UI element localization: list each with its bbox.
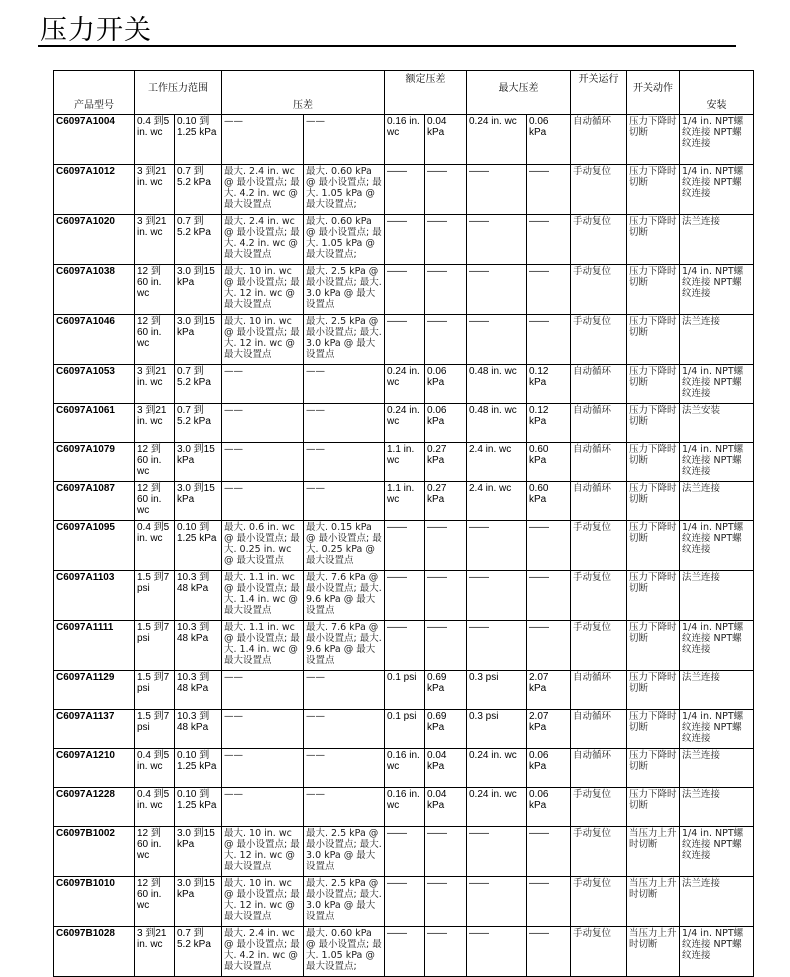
cell-range-inwc: 12 到60 in. wc [135,482,175,521]
cell-rated-diff-inwc: —— [385,165,425,215]
cell-range-inwc: 12 到60 in. wc [135,265,175,315]
cell-switch-operation: 自动循环 [571,365,627,404]
cell-rated-diff-kpa: —— [425,621,467,671]
cell-rated-diff-kpa: 0.06 kPa [425,365,467,404]
cell-diff-kpa: 最大. 2.5 kPa @ 最小设置点; 最大. 3.0 kPa @ 最大设置点 [304,315,385,365]
cell-diff-kpa: —— [304,365,385,404]
cell-switch-action: 压力下降时切断 [627,115,680,165]
cell-mounting: 1/4 in. NPT螺纹连接 NPT螺纹连接 [680,443,754,482]
cell-max-diff-inwc: 0.24 in. wc [467,749,527,788]
cell-mounting: 1/4 in. NPT螺纹连接 NPT螺纹连接 [680,265,754,315]
cell-diff-inwc: 最大. 10 in. wc @ 最小设置点; 最大. 12 in. wc @ 最大设置点 [222,827,304,877]
cell-mounting: 法兰连接 [680,749,754,788]
cell-diff-kpa: 最大. 2.5 kPa @ 最小设置点; 最大. 3.0 kPa @ 最大设置点 [304,877,385,927]
cell-model: C6097A1111 [54,621,135,671]
cell-rated-diff-kpa: 0.27 kPa [425,443,467,482]
cell-range-inwc: 0.4 到5 in. wc [135,521,175,571]
cell-diff-kpa: 最大. 2.5 kPa @ 最小设置点; 最大. 3.0 kPa @ 最大设置点 [304,827,385,877]
cell-switch-action: 压力下降时切断 [627,710,680,749]
cell-range-kpa: 0.7 到 5.2 kPa [175,215,222,265]
cell-diff-kpa: 最大. 0.60 kPa @ 最小设置点; 最大. 1.05 kPa @ 最大设置点; [304,165,385,215]
cell-rated-diff-inwc: 0.16 in. wc [385,749,425,788]
cell-diff-inwc: 最大. 2.4 in. wc @ 最小设置点; 最大. 4.2 in. wc @ 最大设置点 [222,927,304,977]
cell-model: C6097B1010 [54,877,135,927]
cell-range-kpa: 3.0 到15 kPa [175,827,222,877]
cell-model: C6097A1103 [54,571,135,621]
cell-rated-diff-kpa: 0.04 kPa [425,749,467,788]
cell-switch-operation: 手动复位 [571,571,627,621]
cell-max-diff-inwc: 0.3 psi [467,671,527,710]
header-working-range: 工作压力范围 [135,71,222,115]
cell-model: C6097A1012 [54,165,135,215]
cell-switch-action: 压力下降时切断 [627,443,680,482]
cell-rated-diff-kpa: —— [425,165,467,215]
cell-model: C6097A1020 [54,215,135,265]
cell-diff-kpa: —— [304,671,385,710]
cell-switch-action: 压力下降时切断 [627,265,680,315]
cell-rated-diff-inwc: —— [385,621,425,671]
cell-rated-diff-inwc: —— [385,877,425,927]
cell-diff-inwc: 最大. 2.4 in. wc @ 最小设置点; 最大. 4.2 in. wc @ 最大设置点 [222,165,304,215]
cell-rated-diff-kpa: —— [425,215,467,265]
cell-rated-diff-inwc: —— [385,215,425,265]
cell-max-diff-inwc: —— [467,315,527,365]
cell-diff-inwc: —— [222,365,304,404]
cell-switch-operation: 自动循环 [571,671,627,710]
cell-range-kpa: 0.7 到 5.2 kPa [175,927,222,977]
cell-switch-action: 压力下降时切断 [627,482,680,521]
cell-switch-operation: 手动复位 [571,265,627,315]
cell-rated-diff-kpa: —— [425,571,467,621]
table-row [54,827,754,877]
cell-range-kpa: 0.7 到 5.2 kPa [175,365,222,404]
cell-range-kpa: 10.3 到 48 kPa [175,571,222,621]
cell-max-diff-kpa: 0.12 kPa [527,365,571,404]
cell-range-kpa: 0.10 到 1.25 kPa [175,788,222,827]
cell-max-diff-kpa: —— [527,877,571,927]
title-rule [38,45,736,47]
cell-switch-action: 压力下降时切断 [627,404,680,443]
table-row [54,621,754,671]
cell-model: C6097A1087 [54,482,135,521]
cell-max-diff-kpa: —— [527,571,571,621]
cell-range-kpa: 3.0 到15 kPa [175,443,222,482]
cell-rated-diff-inwc: —— [385,265,425,315]
cell-switch-operation: 自动循环 [571,115,627,165]
cell-switch-action: 压力下降时切断 [627,365,680,404]
cell-mounting: 法兰连接 [680,788,754,827]
cell-diff-inwc: 最大. 1.1 in. wc @ 最小设置点; 最大. 1.4 in. wc @ 最大设置点 [222,571,304,621]
cell-max-diff-kpa: —— [527,215,571,265]
cell-range-inwc: 3 到21 in. wc [135,365,175,404]
cell-range-kpa: 10.3 到 48 kPa [175,671,222,710]
table-row [54,215,754,265]
cell-rated-diff-inwc: 0.16 in. wc [385,115,425,165]
cell-range-kpa: 3.0 到15 kPa [175,265,222,315]
cell-diff-kpa: —— [304,443,385,482]
cell-mounting: 法兰安装 [680,404,754,443]
cell-diff-inwc: —— [222,443,304,482]
cell-rated-diff-kpa: 0.06 kPa [425,404,467,443]
cell-mounting: 1/4 in. NPT螺纹连接 NPT螺纹连接 [680,827,754,877]
table-row [54,115,754,165]
cell-range-kpa: 0.10 到 1.25 kPa [175,115,222,165]
cell-max-diff-kpa: —— [527,265,571,315]
cell-switch-action: 压力下降时切断 [627,788,680,827]
header-switch-operation: 开关运行 [571,71,627,115]
table-row [54,927,754,977]
cell-switch-operation: 手动复位 [571,521,627,571]
table-row [54,877,754,927]
page-title: 压力开关 [40,15,152,46]
spec-table [53,70,754,977]
cell-max-diff-inwc: 2.4 in. wc [467,443,527,482]
cell-model: C6097A1046 [54,315,135,365]
cell-switch-action: 压力下降时切断 [627,571,680,621]
cell-range-inwc: 0.4 到5 in. wc [135,788,175,827]
cell-range-inwc: 3 到21 in. wc [135,215,175,265]
cell-switch-action: 压力下降时切断 [627,621,680,671]
cell-diff-kpa: 最大. 7.6 kPa @ 最小设置点; 最大. 9.6 kPa @ 最大设置点 [304,621,385,671]
cell-diff-kpa: —— [304,115,385,165]
cell-max-diff-inwc: —— [467,521,527,571]
cell-switch-operation: 自动循环 [571,749,627,788]
table-row [54,710,754,749]
cell-switch-operation: 自动循环 [571,404,627,443]
cell-range-kpa: 3.0 到15 kPa [175,877,222,927]
cell-max-diff-inwc: —— [467,165,527,215]
cell-diff-inwc: —— [222,671,304,710]
cell-switch-operation: 手动复位 [571,315,627,365]
cell-rated-diff-inwc: —— [385,571,425,621]
cell-range-kpa: 10.3 到 48 kPa [175,621,222,671]
cell-range-kpa: 10.3 到 48 kPa [175,710,222,749]
cell-mounting: 法兰连接 [680,671,754,710]
cell-model: C6097A1053 [54,365,135,404]
cell-max-diff-inwc: —— [467,621,527,671]
cell-model: C6097A1129 [54,671,135,710]
cell-max-diff-inwc: 0.48 in. wc [467,365,527,404]
cell-rated-diff-inwc: 0.1 psi [385,671,425,710]
cell-switch-action: 压力下降时切断 [627,671,680,710]
cell-range-inwc: 12 到60 in. wc [135,315,175,365]
cell-model: C6097A1004 [54,115,135,165]
cell-max-diff-inwc: 2.4 in. wc [467,482,527,521]
cell-switch-action: 当压力上升时切断 [627,927,680,977]
cell-diff-kpa: 最大. 2.5 kPa @ 最小设置点; 最大. 3.0 kPa @ 最大设置点 [304,265,385,315]
header-rated-diff: 额定压差 [385,71,467,115]
cell-range-inwc: 3 到21 in. wc [135,165,175,215]
cell-rated-diff-kpa: —— [425,521,467,571]
cell-rated-diff-kpa: 0.04 kPa [425,115,467,165]
cell-mounting: 1/4 in. NPT螺纹连接 NPT螺纹连接 [680,521,754,571]
cell-rated-diff-inwc: 0.24 in. wc [385,365,425,404]
cell-max-diff-inwc: 0.24 in. wc [467,788,527,827]
cell-diff-inwc: 最大. 0.6 in. wc @ 最小设置点; 最大. 0.25 in. wc @ 最大设置点 [222,521,304,571]
cell-rated-diff-kpa: 0.69 kPa [425,710,467,749]
cell-model: C6097A1228 [54,788,135,827]
cell-diff-inwc: 最大. 10 in. wc @ 最小设置点; 最大. 12 in. wc @ 最大设置点 [222,265,304,315]
cell-model: C6097B1028 [54,927,135,977]
table-row [54,443,754,482]
cell-switch-operation: 手动复位 [571,927,627,977]
cell-mounting: 法兰连接 [680,877,754,927]
header-row [54,71,754,115]
table-row [54,365,754,404]
cell-model: C6097B1002 [54,827,135,877]
cell-rated-diff-kpa: 0.69 kPa [425,671,467,710]
cell-max-diff-inwc: —— [467,265,527,315]
cell-rated-diff-inwc: 0.1 psi [385,710,425,749]
cell-max-diff-kpa: 0.60 kPa [527,443,571,482]
header-switch-action: 开关动作 [627,71,680,115]
cell-model: C6097A1137 [54,710,135,749]
cell-range-kpa: 3.0 到15 kPa [175,315,222,365]
cell-rated-diff-inwc: —— [385,315,425,365]
cell-max-diff-kpa: —— [527,827,571,877]
cell-range-inwc: 3 到21 in. wc [135,404,175,443]
cell-switch-action: 当压力上升时切断 [627,827,680,877]
header-max-diff: 最大压差 [467,71,571,115]
cell-mounting: 法兰连接 [680,315,754,365]
cell-rated-diff-inwc: 0.24 in. wc [385,404,425,443]
cell-max-diff-inwc: 0.3 psi [467,710,527,749]
header-model: 产品型号 [54,71,135,115]
cell-diff-kpa: 最大. 0.60 kPa @ 最小设置点; 最大. 1.05 kPa @ 最大设置点; [304,215,385,265]
cell-max-diff-kpa: 2.07 kPa [527,710,571,749]
cell-rated-diff-inwc: —— [385,827,425,877]
cell-max-diff-kpa: 0.06 kPa [527,749,571,788]
cell-mounting: 法兰连接 [680,215,754,265]
cell-diff-kpa: 最大. 7.6 kPa @ 最小设置点; 最大. 9.6 kPa @ 最大设置点 [304,571,385,621]
cell-diff-kpa: —— [304,710,385,749]
cell-max-diff-kpa: —— [527,521,571,571]
cell-range-inwc: 1.5 到7 psi [135,621,175,671]
cell-max-diff-kpa: —— [527,315,571,365]
cell-max-diff-inwc: 0.24 in. wc [467,115,527,165]
cell-switch-operation: 自动循环 [571,482,627,521]
cell-model: C6097A1061 [54,404,135,443]
cell-mounting: 1/4 in. NPT螺纹连接 NPT螺纹连接 [680,710,754,749]
cell-switch-operation: 自动循环 [571,443,627,482]
cell-mounting: 法兰连接 [680,482,754,521]
cell-switch-operation: 手动复位 [571,215,627,265]
cell-rated-diff-inwc: 1.1 in. wc [385,482,425,521]
cell-diff-kpa: 最大. 0.15 kPa @ 最小设置点; 最大. 0.25 kPa @ 最大设置点 [304,521,385,571]
cell-switch-operation: 手动复位 [571,788,627,827]
cell-diff-kpa: —— [304,788,385,827]
cell-range-kpa: 0.7 到 5.2 kPa [175,165,222,215]
cell-model: C6097A1095 [54,521,135,571]
cell-diff-inwc: 最大. 10 in. wc @ 最小设置点; 最大. 12 in. wc @ 最大设置点 [222,877,304,927]
cell-range-inwc: 1.5 到7 psi [135,710,175,749]
cell-diff-inwc: —— [222,115,304,165]
cell-max-diff-kpa: 0.12 kPa [527,404,571,443]
cell-diff-kpa: —— [304,749,385,788]
cell-mounting: 1/4 in. NPT螺纹连接 NPT螺纹连接 [680,165,754,215]
cell-range-kpa: 0.10 到 1.25 kPa [175,521,222,571]
cell-diff-inwc: —— [222,788,304,827]
cell-max-diff-inwc: —— [467,215,527,265]
table-row [54,404,754,443]
cell-max-diff-inwc: —— [467,927,527,977]
header-differential: 压差 [222,71,385,115]
cell-range-inwc: 3 到21 in. wc [135,927,175,977]
cell-switch-action: 压力下降时切断 [627,165,680,215]
cell-switch-operation: 自动循环 [571,710,627,749]
cell-max-diff-inwc: —— [467,571,527,621]
cell-switch-action: 压力下降时切断 [627,749,680,788]
cell-mounting: 1/4 in. NPT螺纹连接 NPT螺纹连接 [680,115,754,165]
table-row [54,315,754,365]
header-mounting: 安装 [680,71,754,115]
cell-range-inwc: 12 到60 in. wc [135,827,175,877]
cell-switch-operation: 手动复位 [571,621,627,671]
cell-range-inwc: 1.5 到7 psi [135,571,175,621]
table-row [54,521,754,571]
cell-rated-diff-kpa: —— [425,265,467,315]
cell-range-inwc: 1.5 到7 psi [135,671,175,710]
cell-range-inwc: 12 到60 in. wc [135,443,175,482]
cell-max-diff-inwc: —— [467,827,527,877]
cell-range-inwc: 12 到60 in. wc [135,877,175,927]
cell-mounting: 1/4 in. NPT螺纹连接 NPT螺纹连接 [680,365,754,404]
table-row [54,265,754,315]
cell-rated-diff-kpa: —— [425,315,467,365]
cell-rated-diff-kpa: 0.04 kPa [425,788,467,827]
cell-diff-inwc: 最大. 10 in. wc @ 最小设置点; 最大. 12 in. wc @ 最大设置点 [222,315,304,365]
cell-max-diff-inwc: 0.48 in. wc [467,404,527,443]
cell-mounting: 法兰连接 [680,571,754,621]
cell-switch-action: 当压力上升时切断 [627,877,680,927]
cell-range-kpa: 0.7 到 5.2 kPa [175,404,222,443]
cell-model: C6097A1079 [54,443,135,482]
cell-switch-operation: 手动复位 [571,877,627,927]
cell-max-diff-kpa: —— [527,621,571,671]
cell-max-diff-kpa: 0.60 kPa [527,482,571,521]
cell-rated-diff-kpa: —— [425,877,467,927]
cell-mounting: 1/4 in. NPT螺纹连接 NPT螺纹连接 [680,927,754,977]
table-row [54,749,754,788]
cell-switch-operation: 手动复位 [571,827,627,877]
cell-range-inwc: 0.4 到5 in. wc [135,115,175,165]
cell-max-diff-kpa: 0.06 kPa [527,788,571,827]
cell-mounting: 1/4 in. NPT螺纹连接 NPT螺纹连接 [680,621,754,671]
cell-diff-inwc: —— [222,749,304,788]
cell-diff-kpa: —— [304,482,385,521]
cell-diff-kpa: —— [304,404,385,443]
cell-model: C6097A1210 [54,749,135,788]
cell-range-inwc: 0.4 到5 in. wc [135,749,175,788]
cell-rated-diff-inwc: 1.1 in. wc [385,443,425,482]
table-row [54,671,754,710]
cell-max-diff-inwc: —— [467,877,527,927]
cell-diff-inwc: 最大. 2.4 in. wc @ 最小设置点; 最大. 4.2 in. wc @ 最大设置点 [222,215,304,265]
table-row [54,482,754,521]
cell-diff-inwc: —— [222,482,304,521]
cell-diff-inwc: 最大. 1.1 in. wc @ 最小设置点; 最大. 1.4 in. wc @ 最大设置点 [222,621,304,671]
cell-rated-diff-inwc: —— [385,521,425,571]
cell-rated-diff-inwc: 0.16 in. wc [385,788,425,827]
cell-max-diff-kpa: 2.07 kPa [527,671,571,710]
cell-diff-inwc: —— [222,710,304,749]
cell-max-diff-kpa: 0.06 kPa [527,115,571,165]
table-row [54,165,754,215]
cell-diff-inwc: —— [222,404,304,443]
cell-switch-action: 压力下降时切断 [627,315,680,365]
cell-rated-diff-kpa: —— [425,927,467,977]
cell-rated-diff-inwc: —— [385,927,425,977]
cell-rated-diff-kpa: 0.27 kPa [425,482,467,521]
cell-max-diff-kpa: —— [527,927,571,977]
cell-range-kpa: 3.0 到15 kPa [175,482,222,521]
table-row [54,788,754,827]
cell-model: C6097A1038 [54,265,135,315]
cell-switch-operation: 手动复位 [571,165,627,215]
cell-diff-kpa: 最大. 0.60 kPa @ 最小设置点; 最大. 1.05 kPa @ 最大设置点; [304,927,385,977]
cell-rated-diff-kpa: —— [425,827,467,877]
cell-switch-action: 压力下降时切断 [627,521,680,571]
table-row [54,571,754,621]
cell-range-kpa: 0.10 到 1.25 kPa [175,749,222,788]
cell-switch-action: 压力下降时切断 [627,215,680,265]
cell-max-diff-kpa: —— [527,165,571,215]
